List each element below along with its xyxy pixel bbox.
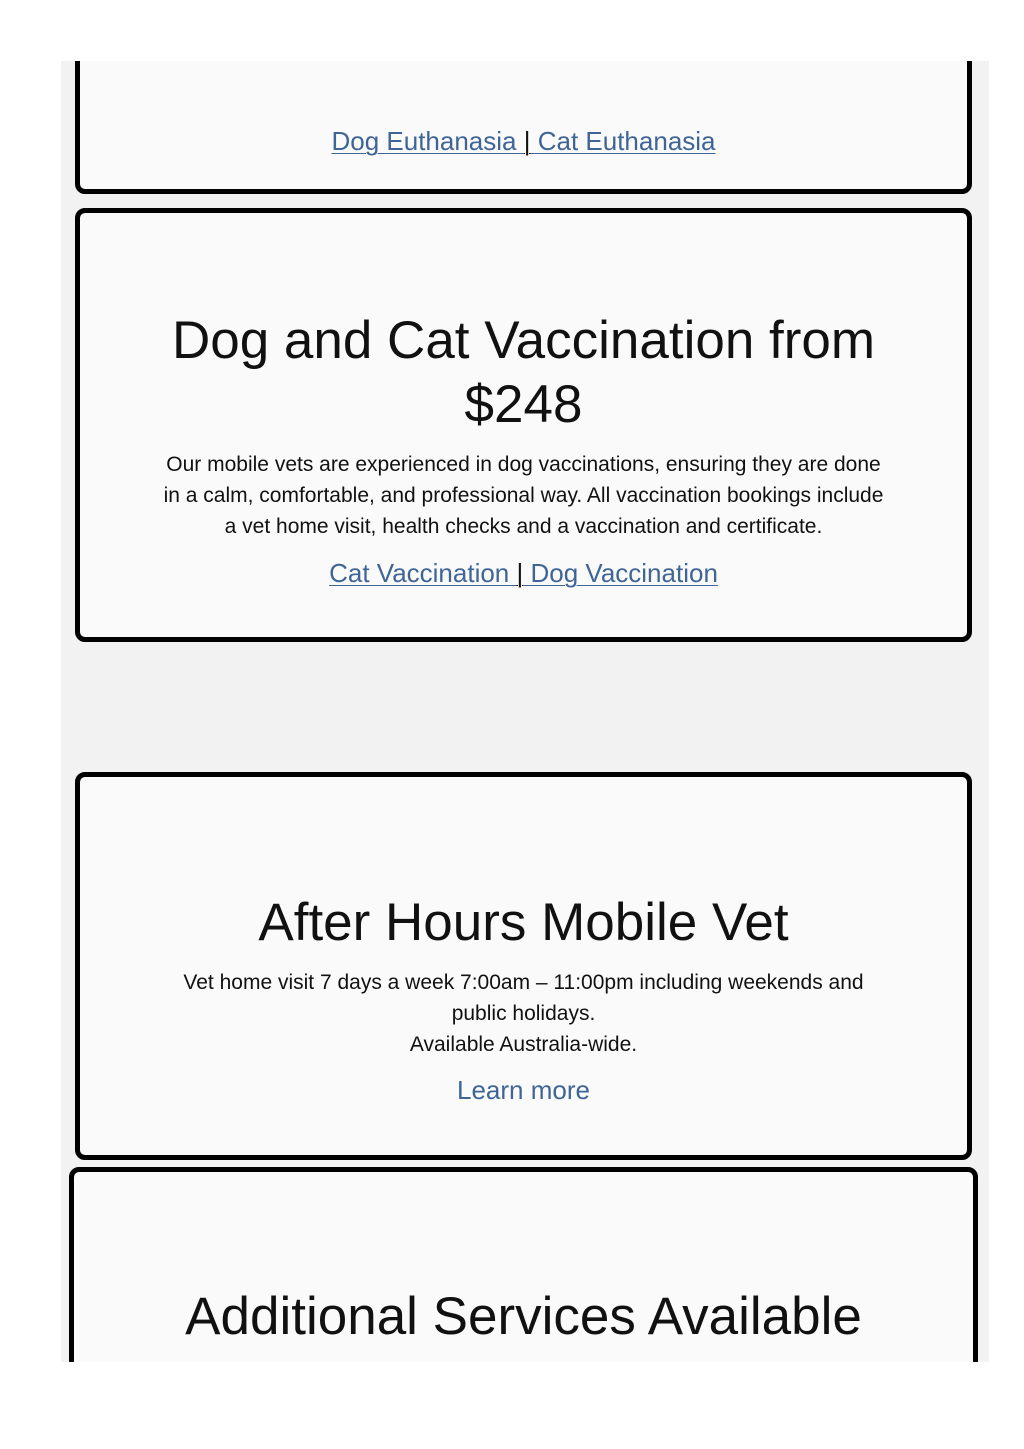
after-hours-card [75, 772, 972, 1160]
additional-services-card [69, 1167, 978, 1362]
vaccination-title: Dog and Cat Vaccination from $248 [171, 311, 876, 434]
after-hours-availability-text: Available Australia-wide. [409, 1033, 638, 1056]
euthanasia-card [75, 61, 972, 194]
link-separator: | [516, 558, 524, 588]
cat-vaccination-link[interactable]: Cat Vaccination [329, 558, 517, 588]
vaccination-links [80, 558, 967, 588]
dog-vaccination-link[interactable]: Dog Vaccination [523, 558, 718, 588]
after-hours-hours-text: Vet home visit 7 days a week 7:00am – 11:00pm including weekends and public holidays. [183, 971, 864, 1025]
vaccination-card [75, 208, 972, 642]
learn-more-link[interactable]: Learn more [457, 1075, 590, 1105]
after-hours-title: After Hours Mobile Vet [258, 893, 789, 952]
vaccination-description: Our mobile vets are experienced in dog vaccinations, ensuring they are done in a calm, comfortable, and professional way. All vaccination bookings include a vet home visit, health checks and a vaccination and certificate. [163, 453, 884, 538]
euthanasia-links [80, 126, 967, 156]
link-separator: | [523, 126, 531, 156]
cat-euthanasia-link[interactable]: Cat Euthanasia [530, 126, 716, 156]
dog-euthanasia-link[interactable]: Dog Euthanasia [331, 126, 524, 156]
additional-services-title: Additional Services Available [185, 1287, 862, 1346]
content-area [61, 61, 989, 1362]
after-hours-description [160, 967, 887, 1060]
